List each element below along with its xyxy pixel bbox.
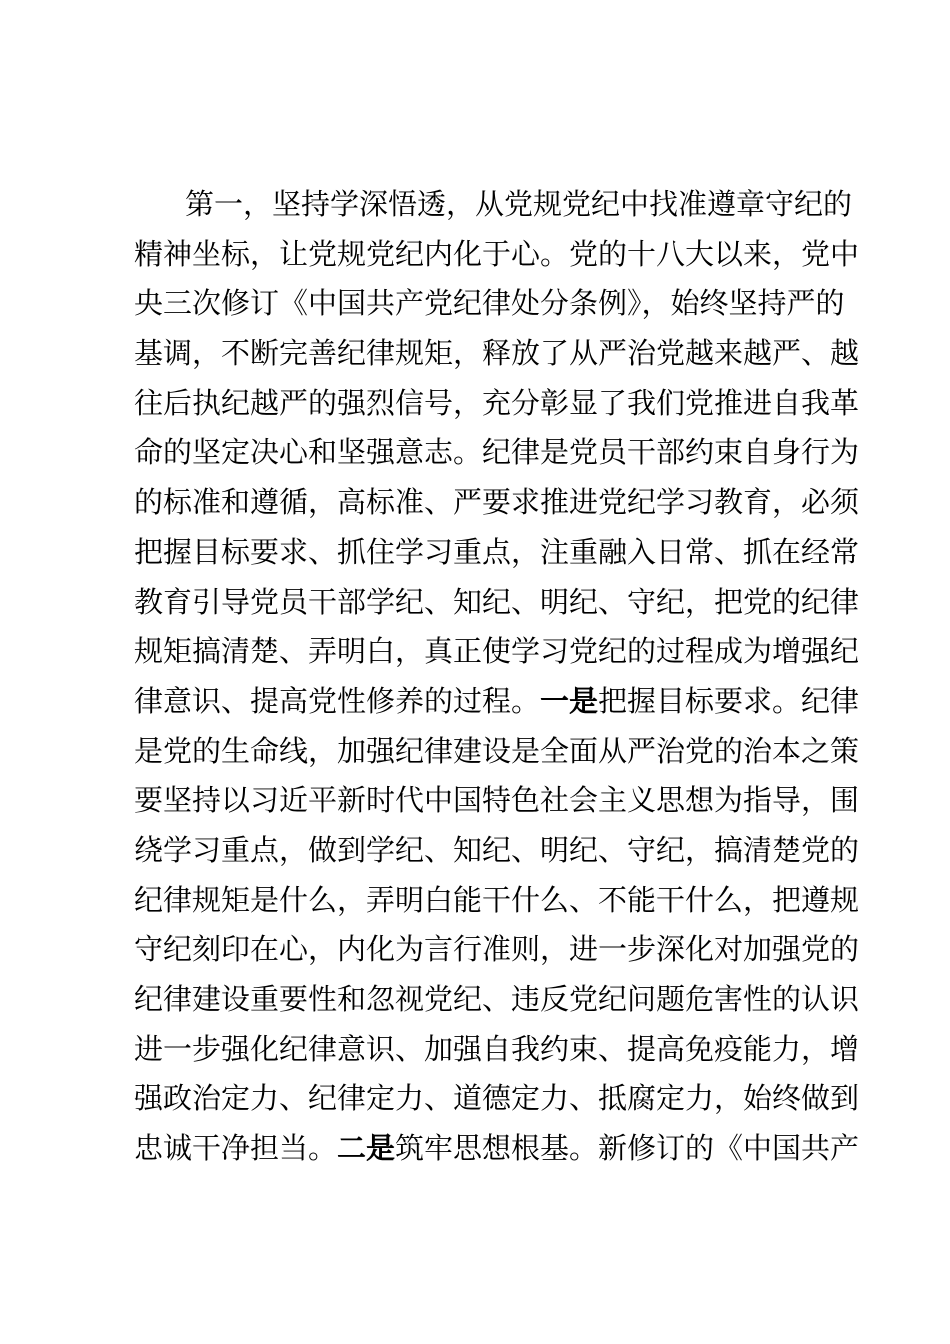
text-line xyxy=(134,925,860,975)
text-line xyxy=(134,876,860,926)
text-line xyxy=(134,1124,860,1174)
text-line xyxy=(134,727,860,777)
line-text: 把握目标要求。纪律 xyxy=(598,683,860,718)
line-text: 守纪刻印在心，内化为言行准则，进一步深化对加强党的 xyxy=(134,932,860,967)
line-text: 纪律规矩是什么，弄明白能干什么、不能干什么，把遵规 xyxy=(134,882,860,917)
text-line xyxy=(134,776,860,826)
line-text: 教育引导党员干部学纪、知纪、明纪、守纪，把党的纪律 xyxy=(134,584,860,619)
text-line xyxy=(134,578,860,628)
text-line xyxy=(134,1074,860,1124)
line-text: 命的坚定决心和坚强意志。纪律是党员干部约束自身行为 xyxy=(134,435,860,470)
line-text: 筑牢思想根基。新修订的《中国共产 xyxy=(395,1131,860,1166)
line-text: 忠诚干净担当。 xyxy=(134,1131,338,1166)
line-text: 进一步强化纪律意识、加强自我约束、提高免疫能力，增 xyxy=(134,1031,860,1066)
bold-point-marker: 一是 xyxy=(540,683,599,718)
text-line xyxy=(134,677,860,727)
text-line xyxy=(134,627,860,677)
line-text: 强政治定力、纪律定力、道德定力、抵腐定力，始终做到 xyxy=(134,1081,860,1116)
text-line xyxy=(134,379,860,429)
text-line xyxy=(134,279,845,329)
text-line xyxy=(134,528,860,578)
line-text: 精神坐标，让党规党纪内化于心。党的十八大以来，党中 xyxy=(134,236,860,271)
line-text: 规矩搞清楚、弄明白，真正使学习党纪的过程成为增强纪 xyxy=(134,634,860,669)
line-text: 绕学习重点，做到学纪、知纪、明纪、守纪，搞清楚党的 xyxy=(134,832,860,867)
line-text: 律意识、提高党性修养的过程。 xyxy=(134,683,541,718)
line-text: 的标准和遵循，高标准、严要求推进党纪学习教育，必须 xyxy=(134,485,860,520)
text-line xyxy=(134,329,860,379)
text-line xyxy=(134,180,853,230)
text-line xyxy=(134,975,860,1025)
line-text: 要坚持以习近平新时代中国特色社会主义思想为指导，围 xyxy=(134,783,860,818)
line-text: 央三次修订《中国共产党纪律处分条例》，始终坚持严的 xyxy=(134,286,845,321)
line-text: 第一，坚持学深悟透，从党规党纪中找准遵章守纪的 xyxy=(185,187,853,221)
text-line xyxy=(134,428,860,478)
line-text: 纪律建设重要性和忽视党纪、违反党纪问题危害性的认识 xyxy=(134,982,860,1016)
body-paragraph xyxy=(134,180,860,1174)
line-text: 是党的生命线，加强纪律建设是全面从严治党的治本之策 xyxy=(134,733,860,768)
text-line xyxy=(134,478,860,528)
text-line xyxy=(134,230,860,280)
text-line xyxy=(134,1025,860,1075)
text-line xyxy=(134,826,860,876)
line-text: 把握目标要求、抓住学习重点，注重融入日常、抓在经常 xyxy=(134,534,860,569)
bold-point-marker: 二是 xyxy=(337,1131,396,1166)
line-text: 基调，不断完善纪律规矩，释放了从严治党越来越严、越 xyxy=(134,336,860,371)
line-text: 往后执纪越严的强烈信号，充分彰显了我们党推进自我革 xyxy=(134,385,860,420)
